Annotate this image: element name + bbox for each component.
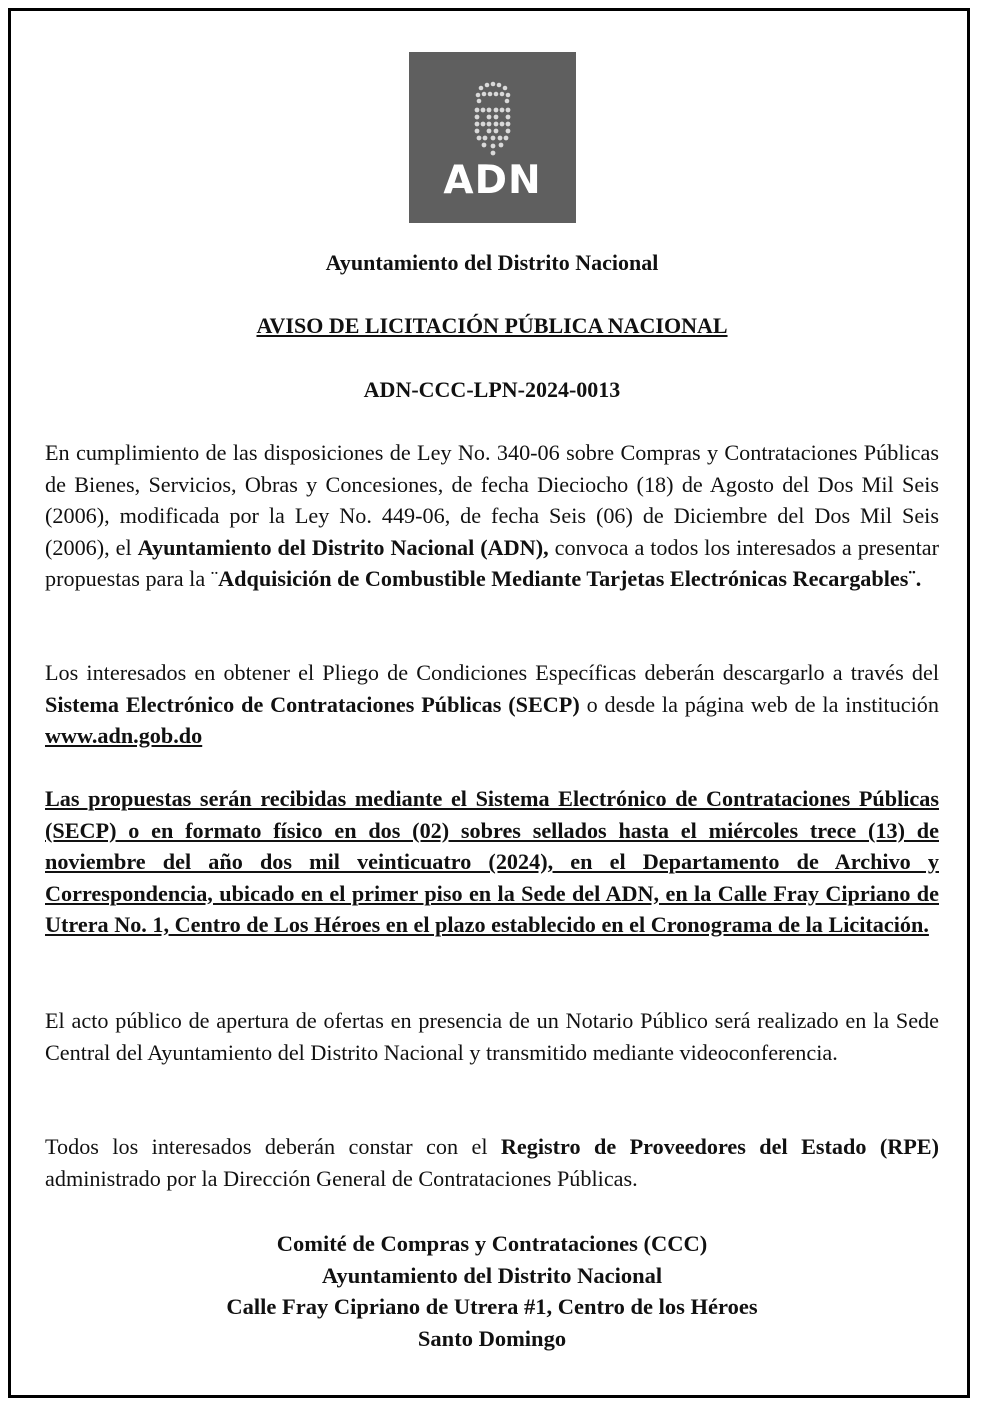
paragraph-apertura: El acto público de apertura de ofertas en presencia de un Notario Público será realizado en la Sede Central del Ayuntamiento del Distrito Nacional y transmitido mediante videoconferencia. bbox=[45, 1008, 939, 1065]
p2-text-c: o desde la página web de la institución bbox=[579, 691, 939, 717]
adn-logo bbox=[409, 52, 576, 223]
p5-text-c: administrado por la Dirección General de Contrataciones Públicas. bbox=[45, 1165, 638, 1191]
institution-heading: Ayuntamiento del Distrito Nacional bbox=[325, 250, 659, 275]
p1-bold-object: Adquisición de Combustible Mediante Tarjetas Electrónicas Recargables¨. bbox=[218, 566, 922, 591]
notice-title: AVISO DE LICITACIÓN PÚBLICA NACIONAL bbox=[256, 313, 728, 338]
p1-text-c: convoca a todos los interesados a presentar propuestas para la ¨ bbox=[45, 534, 940, 591]
signature-line-4: Santo Domingo bbox=[417, 1325, 567, 1351]
p2-bold-secp: Sistema Electrónico de Contrataciones Públicas (SECP) bbox=[45, 691, 580, 717]
p1-bold-institution: Ayuntamiento del Distrito Nacional (ADN), bbox=[137, 534, 549, 560]
p5-text-a: Todos los interesados deberán constar con el bbox=[45, 1134, 501, 1159]
paragraph-propuestas: Las propuestas serán recibidas mediante el Sistema Electrónico de Contrataciones Públicas (SECP) o en formato físico en dos (02) sobres sellados hasta el miércoles trece (13) de noviembre del año dos mil veinticuatro (2024), en el Departamento de Archivo y Correspondencia, ubicado en el primer piso en la Sede del ADN, en la Calle Fray Cipriano de Utrera No. 1, Centro de Los Héroes en el plazo establecido en el Cronograma de la Licitación. bbox=[45, 786, 939, 937]
signature-line-2: Ayuntamiento del Distrito Nacional bbox=[321, 1262, 663, 1288]
paragraph-rpe bbox=[45, 1131, 939, 1194]
reference-number: ADN-CCC-LPN-2024-0013 bbox=[363, 377, 621, 402]
paragraph-pliego bbox=[45, 657, 939, 752]
signature-line-3: Calle Fray Cipriano de Utrera #1, Centro de los Héroes bbox=[226, 1294, 758, 1320]
p1-text-a: En cumplimiento de las disposiciones de Ley No. 340-06 sobre Compras y Contrataciones Públicas de Bienes, Servicios, Obras y Concesiones, de fecha Dieciocho (18) de Agosto del Dos Mil Seis (2006), modificada por la Ley No. 449-06, de fecha Seis (06) de Diciembre del Dos Mil Seis (2006), el bbox=[45, 440, 939, 560]
website-link[interactable]: www.adn.gob.do bbox=[45, 723, 203, 748]
logo-text: ADN bbox=[443, 158, 542, 203]
signature-line-1: Comité de Compras y Contrataciones (CCC) bbox=[276, 1231, 708, 1256]
signature-block bbox=[0, 1228, 984, 1354]
p2-text-a: Los interesados en obtener el Pliego de Condiciones Específicas deberán descargarlo a través del bbox=[45, 660, 939, 685]
paragraph-convocatoria bbox=[45, 437, 939, 595]
p5-bold-rpe: Registro de Proveedores del Estado (RPE) bbox=[500, 1134, 939, 1159]
